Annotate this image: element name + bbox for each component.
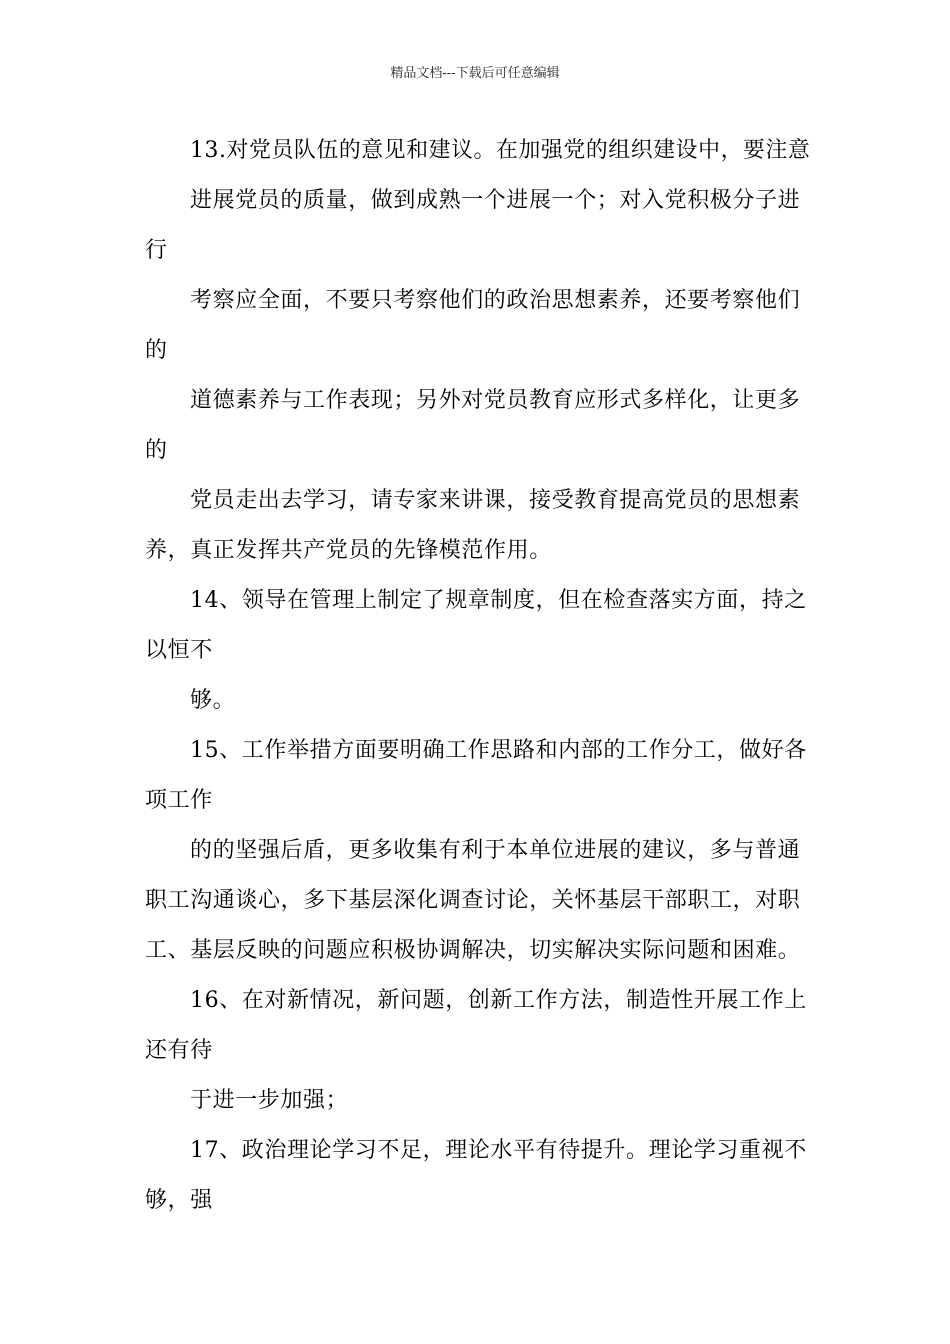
text-line: 道德素养与工作表现；另外对党员教育应形式多样化，让更多 (190, 388, 801, 413)
text-line: 13.对党员队伍的意见和建议。在加强党的组织建设中，要注意 (190, 138, 811, 163)
text-line: 够。 (190, 688, 236, 713)
text-line: 项工作 (145, 788, 213, 813)
text-line: 职工沟通谈心，多下基层深化调查讨论，关怀基层干部职工，对职 (145, 888, 801, 913)
text-line: 于进一步加强； (190, 1088, 349, 1113)
text-line: 党员走出去学习，请专家来讲课，接受教育提高党员的思想素 (190, 488, 801, 513)
text-line: 17、政治理论学习不足，理论水平有待提升。理论学习重视不 (190, 1138, 807, 1163)
text-line: 16、在对新情况，新问题，创新工作方法，制造性开展工作上 (190, 988, 807, 1013)
text-line: 的 (145, 338, 168, 363)
text-line: 以恒不 (145, 638, 213, 663)
text-line: 工、基层反映的问题应积极协调解决，切实解决实际问题和困难。 (145, 938, 801, 963)
text-line: 14、领导在管理上制定了规章制度，但在检查落实方面，持之 (190, 588, 807, 613)
page-header: 精品文档---下载后可任意编辑 (390, 66, 560, 81)
text-line: 养，真正发挥共产党员的先锋模范作用。 (145, 538, 552, 563)
text-line: 15、工作举措方面要明确工作思路和内部的工作分工，做好各 (190, 738, 807, 763)
text-line: 考察应全面，不要只考察他们的政治思想素养，还要考察他们 (190, 288, 801, 313)
text-line: 的的坚强后盾，更多收集有利于本单位进展的建议，多与普通 (190, 838, 801, 863)
text-line: 够，强 (145, 1188, 213, 1213)
text-line: 行 (145, 238, 168, 263)
text-line: 进展党员的质量，做到成熟一个进展一个；对入党积极分子进 (190, 188, 801, 213)
text-line: 的 (145, 438, 168, 463)
text-line: 还有待 (145, 1038, 213, 1063)
